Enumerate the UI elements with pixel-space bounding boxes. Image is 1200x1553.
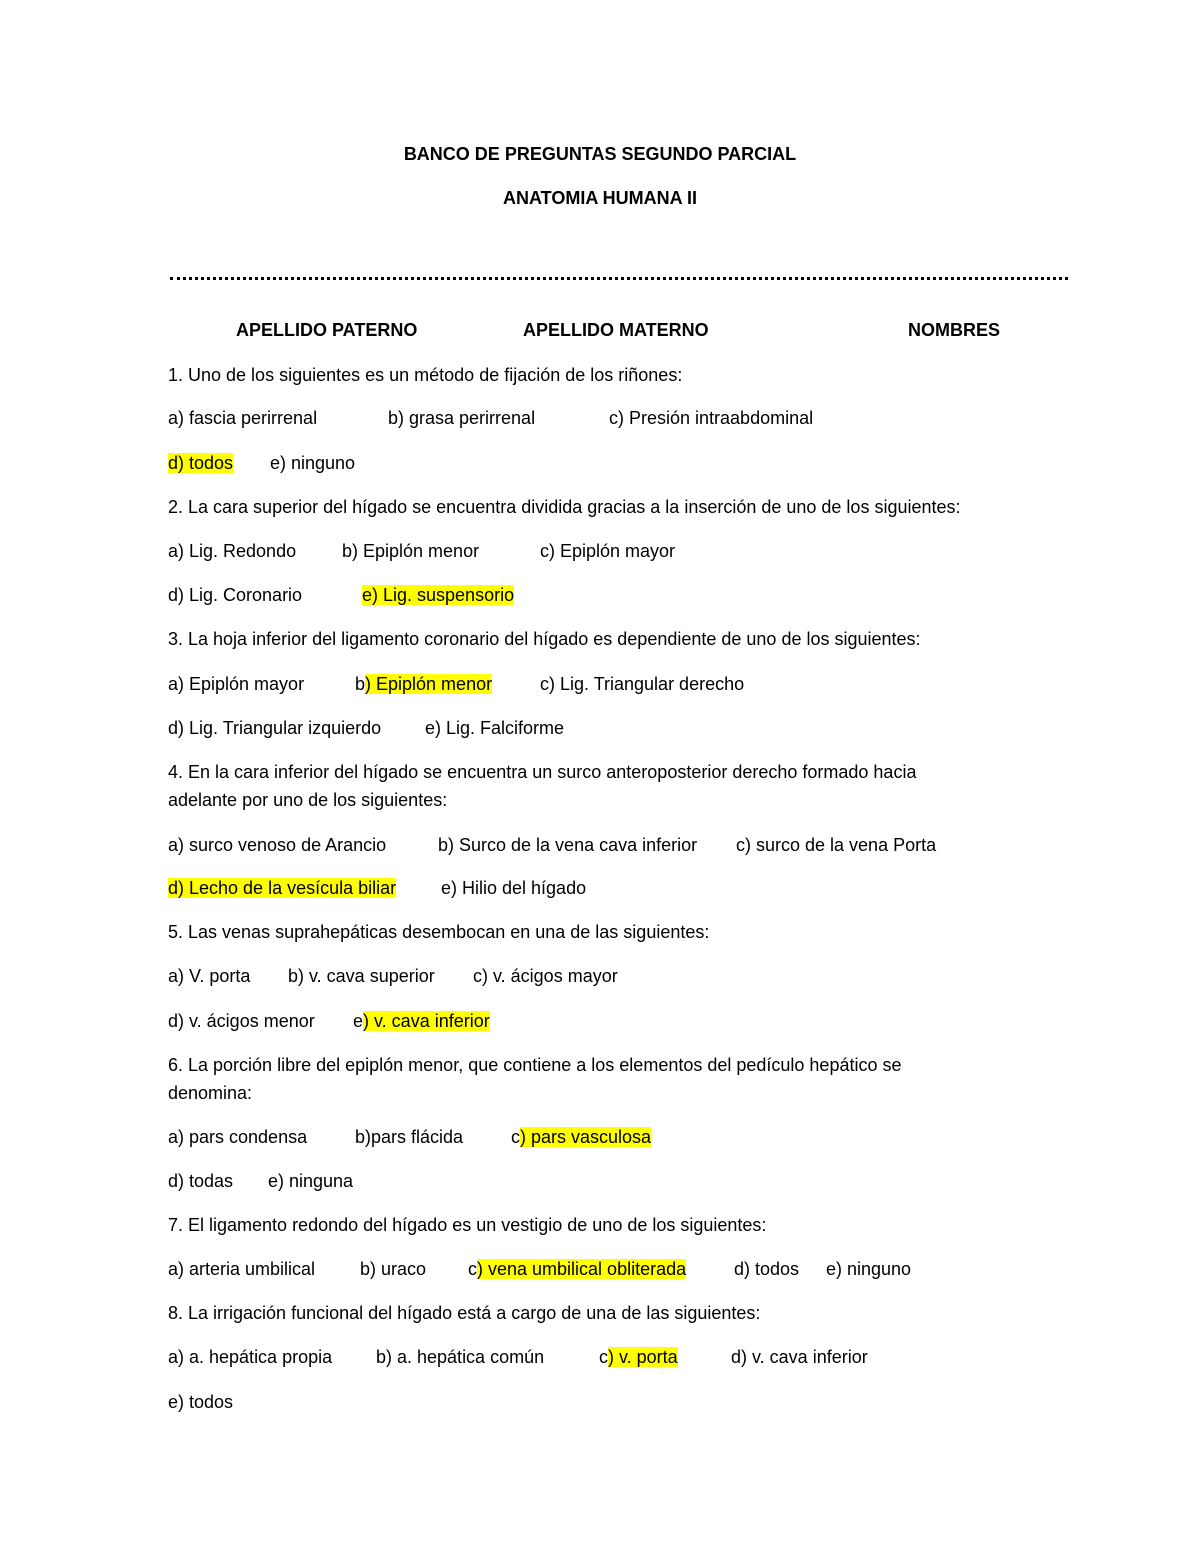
q8-option-c-letter: c — [599, 1347, 608, 1367]
question-7: 7. El ligamento redondo del hígado es un vestigio de uno de los siguientes: — [168, 1215, 767, 1235]
q4-option-d-answer: d) Lecho de la vesícula biliar — [168, 878, 397, 898]
q8-option-e: e) todos — [168, 1392, 234, 1412]
q1-option-d-answer: d) todos — [168, 453, 234, 473]
q2-option-c: c) Epiplón mayor — [540, 541, 676, 561]
q5-option-a: a) V. porta — [168, 966, 251, 986]
question-5: 5. Las venas suprahepáticas desembocan en una de las siguientes: — [168, 922, 710, 942]
q5-option-b: b) v. cava superior — [288, 966, 435, 986]
question-4-line-1: 4. En la cara inferior del hígado se encuentra un surco anteroposterior derecho formado hacia — [168, 762, 917, 782]
q5-option-c: c) v. ácigos mayor — [473, 966, 618, 986]
q2-option-b: b) Epiplón menor — [342, 541, 480, 561]
q3-option-b-letter: b — [355, 674, 366, 694]
q2-option-a: a) Lig. Redondo — [168, 541, 297, 561]
q3-option-e: e) Lig. Falciforme — [425, 718, 565, 738]
q7-option-b: b) uraco — [360, 1259, 427, 1279]
q5-option-e-letter: e — [353, 1011, 364, 1031]
label-nombres: NOMBRES — [908, 320, 1001, 340]
question-2: 2. La cara superior del hígado se encuentra dividida gracias a la inserción de uno de los siguientes: — [168, 497, 961, 517]
q4-option-b: b) Surco de la vena cava inferior — [438, 835, 698, 855]
document-subtitle: ANATOMIA HUMANA II — [503, 188, 697, 208]
q6-option-a: a) pars condensa — [168, 1127, 308, 1147]
q1-option-b: b) grasa perirrenal — [388, 408, 536, 428]
q2-option-e-answer: e) Lig. suspensorio — [362, 585, 515, 605]
q2-option-d: d) Lig. Coronario — [168, 585, 303, 605]
q8-option-a: a) a. hepática propia — [168, 1347, 333, 1367]
q7-option-c-letter: c — [468, 1259, 477, 1279]
q4-option-e: e) Hilio del hígado — [441, 878, 587, 898]
q7-option-c-answer: ) vena umbilical obliterada — [477, 1259, 687, 1279]
q8-option-c-answer: ) v. porta — [608, 1347, 678, 1367]
question-3: 3. La hoja inferior del ligamento coronario del hígado es dependiente de uno de los siguientes: — [168, 629, 921, 649]
q7-option-e: e) ninguno — [826, 1259, 912, 1279]
q3-option-d: d) Lig. Triangular izquierdo — [168, 718, 382, 738]
q6-option-e: e) ninguna — [268, 1171, 354, 1191]
document-title: BANCO DE PREGUNTAS SEGUNDO PARCIAL — [403, 144, 797, 164]
question-4-line-2: adelante por uno de los siguientes: — [168, 790, 448, 810]
q1-option-a: a) fascia perirrenal — [168, 408, 318, 428]
q6-option-b: b)pars flácida — [355, 1127, 464, 1147]
q8-option-d: d) v. cava inferior — [731, 1347, 868, 1367]
q8-option-b: b) a. hepática común — [376, 1347, 545, 1367]
question-1: 1. Uno de los siguientes es un método de fijación de los riñones: — [168, 365, 683, 385]
question-6-line-1: 6. La porción libre del epiplón menor, que contiene a los elementos del pedículo hepático se — [168, 1055, 902, 1075]
q6-option-d: d) todas — [168, 1171, 234, 1191]
label-apellido-paterno: APELLIDO PATERNO — [236, 320, 418, 340]
q3-option-b-answer: ) Epiplón menor — [365, 674, 493, 694]
question-6-line-2: denomina: — [168, 1083, 253, 1103]
q7-option-a: a) arteria umbilical — [168, 1259, 316, 1279]
label-apellido-materno: APELLIDO MATERNO — [523, 320, 709, 340]
q3-option-c: c) Lig. Triangular derecho — [540, 674, 745, 694]
question-8: 8. La irrigación funcional del hígado está a cargo de una de las siguientes: — [168, 1303, 761, 1323]
q5-option-d: d) v. ácigos menor — [168, 1011, 315, 1031]
q1-option-c: c) Presión intraabdominal — [609, 408, 814, 428]
q4-option-a: a) surco venoso de Arancio — [168, 835, 387, 855]
q1-option-e: e) ninguno — [270, 453, 356, 473]
dotted-divider — [170, 277, 1068, 282]
q6-option-c-answer: ) pars vasculosa — [520, 1127, 652, 1147]
q6-option-c-letter: c — [511, 1127, 520, 1147]
q4-option-c: c) surco de la vena Porta — [736, 835, 937, 855]
q3-option-a: a) Epiplón mayor — [168, 674, 305, 694]
q7-option-d: d) todos — [734, 1259, 800, 1279]
q5-option-e-answer: ) v. cava inferior — [363, 1011, 490, 1031]
